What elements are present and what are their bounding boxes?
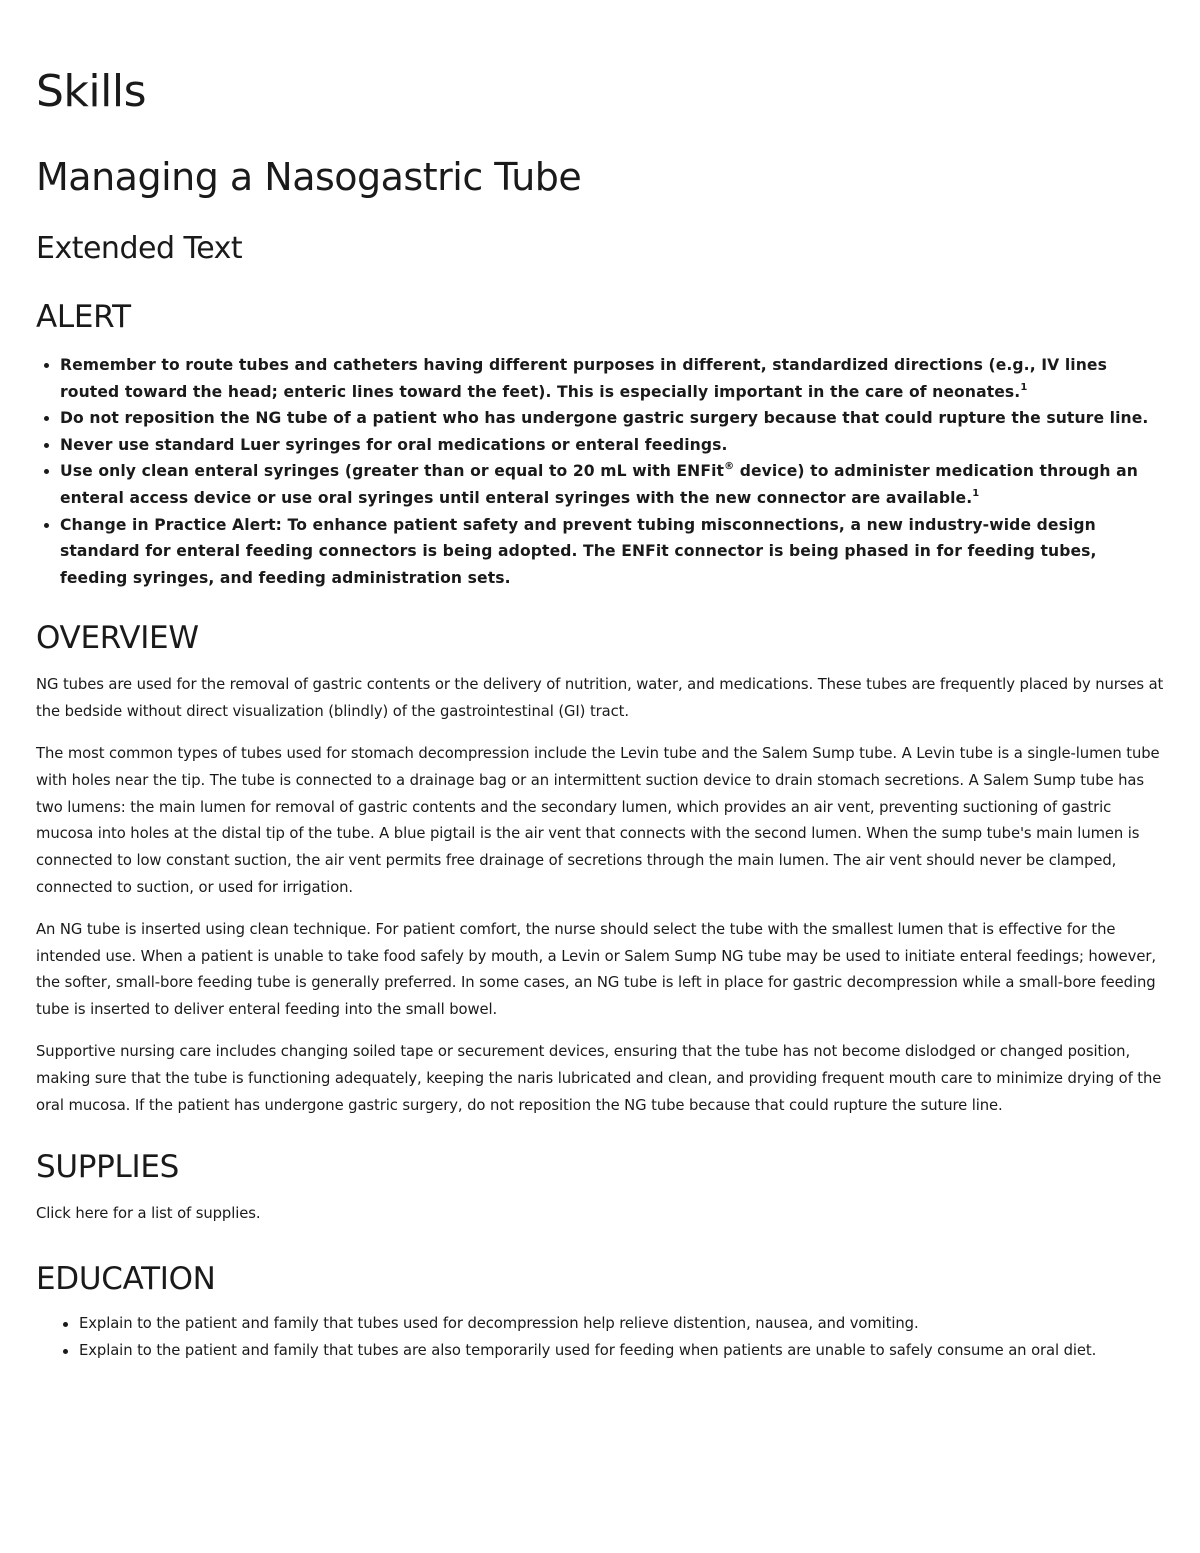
supplies-heading: SUPPLIES: [36, 1149, 180, 1186]
alert-item: [60, 512, 1166, 592]
alert-item: [60, 432, 1166, 459]
education-item: Explain to the patient and family that tubes used for decompression help relieve distention, nausea, and vomiting.: [79, 1311, 1166, 1338]
overview-paragraph: The most common types of tubes used for stomach decompression include the Levin tube and the Salem Sump tube. A Levin tube is a single-lumen tube with holes near the tip. The tube is connected to a drainage bag or an intermittent suction device to drain stomach secretions. A Salem Sump tube has two lumens: the main lumen for removal of gastric contents and the secondary lumen, which provides an air vent, preventing suctioning of gastric mucosa into holes at the distal tip of the tube. A blue pigtail is the air vent that connects with the second lumen. When the sump tube's main lumen is connected to low constant suction, the air vent permits free drainage of secretions through the main lumen. The air vent should never be clamped, connected to suction, or used for irrigation.: [36, 744, 1160, 896]
skill-title: Managing a Nasogastric Tube: [36, 155, 582, 199]
alert-item-text: Use only clean enteral syringes (greater than or equal to 20 mL with ENFit: [60, 462, 725, 481]
page-title: Skills: [36, 66, 147, 117]
alert-item: [60, 352, 1166, 405]
registered-mark: ®: [724, 461, 735, 473]
alert-heading: ALERT: [36, 299, 131, 335]
alert-item-text: device) to administer medication through an enteral access device or use oral syringes until enteral syringes with the new connector are available.: [60, 462, 1138, 507]
overview-paragraph: An NG tube is inserted using clean technique. For patient comfort, the nurse should select the tube with the smallest lumen that is effective for the intended use. When a patient is unable to take food safely by mouth, a Levin or Salem Sump NG tube may be used to initiate enteral feedings; however, the softer, small-bore feeding tube is generally preferred. In some cases, an NG tube is left in place for gastric decompression while a small-bore feeding tube is inserted to deliver enteral feeding into the small bowel.: [36, 920, 1156, 1019]
reference-marker[interactable]: 1: [1020, 381, 1028, 393]
overview-paragraph: Supportive nursing care includes changing soiled tape or securement devices, ensuring that the tube has not become dislodged or changed position, making sure that the tube is functioning adequately, keeping the naris lubricated and clean, and providing frequent mouth care to minimize drying of the oral mucosa. If the patient has undergone gastric surgery, do not reposition the NG tube because that could rupture the suture line.: [36, 1042, 1162, 1114]
overview-heading: OVERVIEW: [36, 620, 199, 657]
alert-item-text: Never use standard Luer syringes for oral medications or enteral feedings.: [60, 435, 728, 454]
alert-list: [36, 352, 1166, 591]
document-type-heading: Extended Text: [36, 231, 243, 266]
alert-item-text: Change in Practice Alert: To enhance patient safety and prevent tubing misconnections, a new industry-wide design standard for enteral feeding connectors is being adopted. The ENFit connector is being phased in for feeding tubes, feeding syringes, and feeding administration sets.: [60, 515, 1097, 587]
alert-item: [60, 458, 1166, 511]
alert-item-text: Remember to route tubes and catheters having different purposes in different, standardized directions (e.g., IV lines routed toward the head; enteric lines toward the feet). This is especially important in the care of neonates.: [60, 356, 1107, 401]
reference-marker[interactable]: 1: [972, 487, 980, 499]
alert-item-text: Do not reposition the NG tube of a patient who has undergone gastric surgery because that could rupture the suture line.: [60, 409, 1149, 428]
alert-item: [60, 405, 1166, 432]
document-page: [36, 60, 1166, 1365]
overview-paragraph: NG tubes are used for the removal of gastric contents or the delivery of nutrition, water, and medications. These tubes are frequently placed by nurses at the bedside without direct visualization (blindly) of the gastrointestinal (GI) tract.: [36, 676, 1164, 721]
education-item: Explain to the patient and family that tubes are also temporarily used for feeding when patients are unable to safely consume an oral diet.: [79, 1338, 1166, 1365]
education-list: [36, 1311, 1166, 1365]
education-heading: EDUCATION: [36, 1261, 216, 1298]
supplies-link[interactable]: Click here for a list of supplies.: [36, 1205, 261, 1223]
